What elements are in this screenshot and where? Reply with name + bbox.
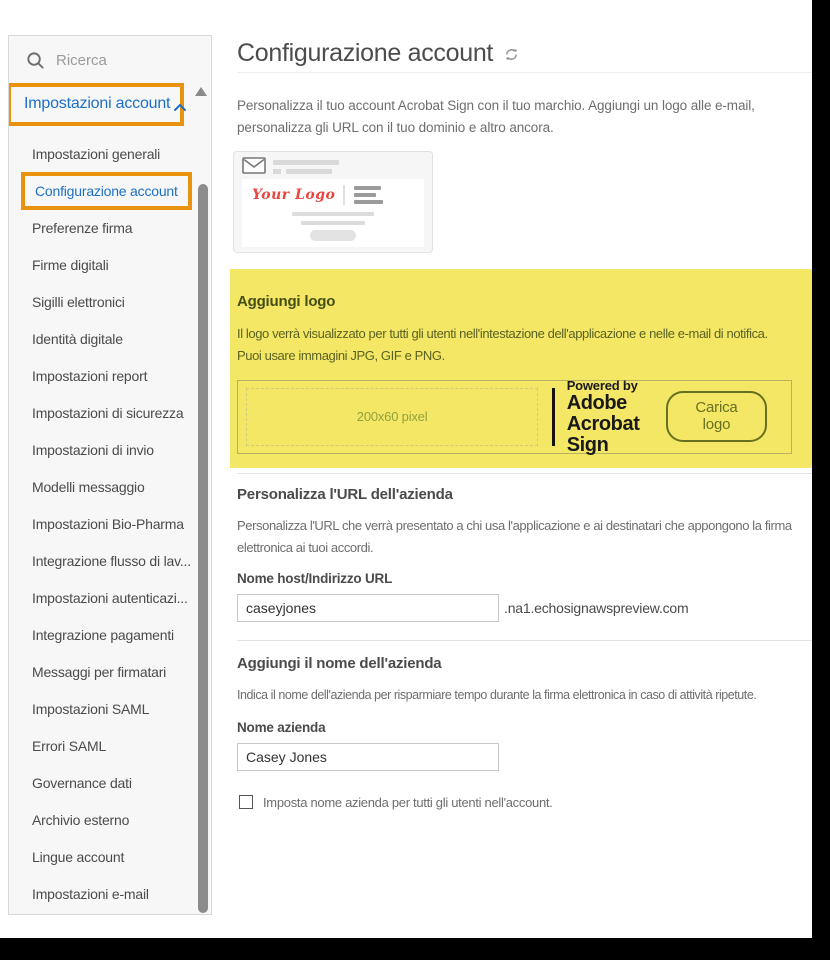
adobe-brand-label: Adobe — [566, 391, 627, 414]
sidebar-item-modelli-messaggio[interactable]: Modelli messaggio — [32, 478, 145, 495]
sidebar-item-impostazioni-generali[interactable]: Impostazioni generali — [32, 145, 161, 162]
account-setup-panel — [230, 30, 812, 810]
set-company-name-checkbox-label: Imposta nome azienda per tutti gli utenti nell'account. — [263, 794, 553, 810]
sidebar-item-impostazioni-report[interactable]: Impostazioni report — [32, 367, 148, 384]
logo-size-hint: 200x60 pixel — [356, 409, 428, 425]
sidebar-item-governance-dati[interactable]: Governance dati — [32, 774, 132, 791]
refresh-icon[interactable] — [504, 47, 519, 62]
domain-suffix: .na1.echosignawspreview.com — [504, 599, 689, 616]
preview-button-placeholder — [310, 230, 356, 241]
sidebar-item-configurazione-account[interactable] — [9, 172, 211, 209]
add-logo-description: Il logo verrà visualizzato per tutti gli utenti nell'intestazione dell'applicazione e nelle e-mail di notifica. Puoi usare immagini JPG, GIF e PNG. — [237, 325, 768, 363]
preview-body-line — [292, 212, 374, 216]
preview-text-lines — [354, 186, 383, 204]
search-input[interactable] — [54, 51, 178, 70]
chevron-up-icon[interactable] — [173, 99, 187, 117]
sidebar-nav-list — [9, 135, 211, 912]
logo-upload-row — [237, 377, 792, 456]
sidebar-item-archivio-esterno[interactable]: Archivio esterno — [32, 811, 130, 828]
checkbox-icon[interactable] — [239, 795, 253, 809]
section-divider — [237, 473, 812, 474]
intro-text: Personalizza il tuo account Acrobat Sign con il tuo marchio. Aggiungi un logo alle e-mail, personalizza gli URL con il tuo dominio e altro ancora. — [237, 98, 755, 135]
acrobat-sign-brand-label: Acrobat Sign — [566, 412, 640, 456]
sidebar-item-impostazioni-bio-pharma[interactable]: Impostazioni Bio-Pharma — [32, 515, 184, 532]
sidebar-parent-row — [9, 83, 211, 126]
sidebar-item-firme-digitali[interactable]: Firme digitali — [32, 256, 109, 273]
company-name-label: Nome azienda — [237, 719, 326, 735]
screen-edge-right — [812, 0, 830, 960]
sidebar-item-impostazioni-account[interactable]: Impostazioni account — [24, 95, 171, 112]
sidebar-item-integrazione-flusso[interactable]: Integrazione flusso di lav... — [32, 552, 191, 569]
screen-edge-bottom — [0, 938, 830, 960]
search-icon — [26, 51, 45, 70]
url-section-description: Personalizza l'URL che verrà presentato a chi usa l'applicazione e ai destinatari che appongono la firma elettronica ai tuoi accordi. — [237, 517, 792, 555]
page-title: Configurazione account — [237, 39, 494, 67]
highlight-box-impostazioni-account — [8, 83, 184, 126]
sidebar-item-integrazione-pagamenti[interactable]: Integrazione pagamenti — [32, 626, 174, 643]
sidebar-item-sigilli-elettronici[interactable]: Sigilli elettronici — [32, 293, 125, 310]
sidebar-item-impostazioni-email[interactable]: Impostazioni e-mail — [32, 885, 149, 902]
settings-sidebar — [8, 35, 212, 915]
logo-size-dropzone[interactable] — [246, 388, 538, 446]
company-section-title: Aggiungi il nome dell'azienda — [237, 654, 442, 672]
sidebar-search[interactable] — [9, 36, 211, 81]
hostname-input[interactable] — [237, 594, 499, 622]
your-logo-placeholder: Your Logo — [252, 187, 336, 203]
section-divider — [237, 640, 812, 641]
preview-email-header — [242, 157, 424, 174]
preview-vertical-divider — [343, 185, 345, 205]
sidebar-item-impostazioni-autenticazione[interactable]: Impostazioni autenticazi... — [32, 589, 188, 606]
sidebar-item-identita-digitale[interactable]: Identità digitale — [32, 330, 123, 347]
set-company-name-checkbox-row — [239, 795, 812, 810]
add-logo-section-highlighted — [230, 269, 812, 468]
sidebar-item-impostazioni-sicurezza[interactable]: Impostazioni di sicurezza — [32, 404, 184, 421]
sidebar-item-preferenze-firma[interactable]: Preferenze firma — [32, 219, 133, 236]
upload-logo-button[interactable]: Carica logo — [666, 391, 767, 442]
highlight-box-configurazione-account: Configurazione account — [21, 172, 192, 210]
hostname-label: Nome host/Indirizzo URL — [237, 570, 393, 586]
powered-by-adobe-logo — [567, 378, 666, 456]
hostname-input-row — [237, 594, 812, 622]
powered-by-label: Powered by — [566, 377, 638, 393]
sidebar-item-lingue-account[interactable]: Lingue account — [32, 848, 125, 865]
sidebar-item-impostazioni-invio[interactable]: Impostazioni di invio — [32, 441, 154, 458]
preview-skeleton-lines — [273, 160, 339, 174]
page-header — [237, 38, 812, 68]
company-section-description: Indica il nome dell'azienda per risparmiare tempo durante la firma elettronica in caso di attività ripetute. — [237, 687, 757, 702]
add-logo-title: Aggiungi logo — [237, 293, 336, 311]
sidebar-item-messaggi-firmatari[interactable]: Messaggi per firmatari — [32, 663, 167, 680]
scroll-up-icon[interactable] — [195, 87, 207, 96]
header-divider — [237, 72, 812, 73]
preview-email-body — [242, 179, 424, 247]
branding-preview-card — [233, 151, 433, 253]
brand-divider — [552, 388, 554, 446]
envelope-icon — [242, 157, 266, 174]
company-name-input[interactable] — [237, 743, 499, 771]
company-name-input-row — [237, 743, 812, 771]
url-section-title: Personalizza l'URL dell'azienda — [237, 485, 453, 503]
sidebar-scrollbar-thumb[interactable] — [198, 184, 208, 913]
sidebar-item-impostazioni-saml[interactable]: Impostazioni SAML — [32, 700, 150, 717]
preview-body-line — [301, 221, 365, 225]
sidebar-item-errori-saml[interactable]: Errori SAML — [32, 737, 107, 754]
